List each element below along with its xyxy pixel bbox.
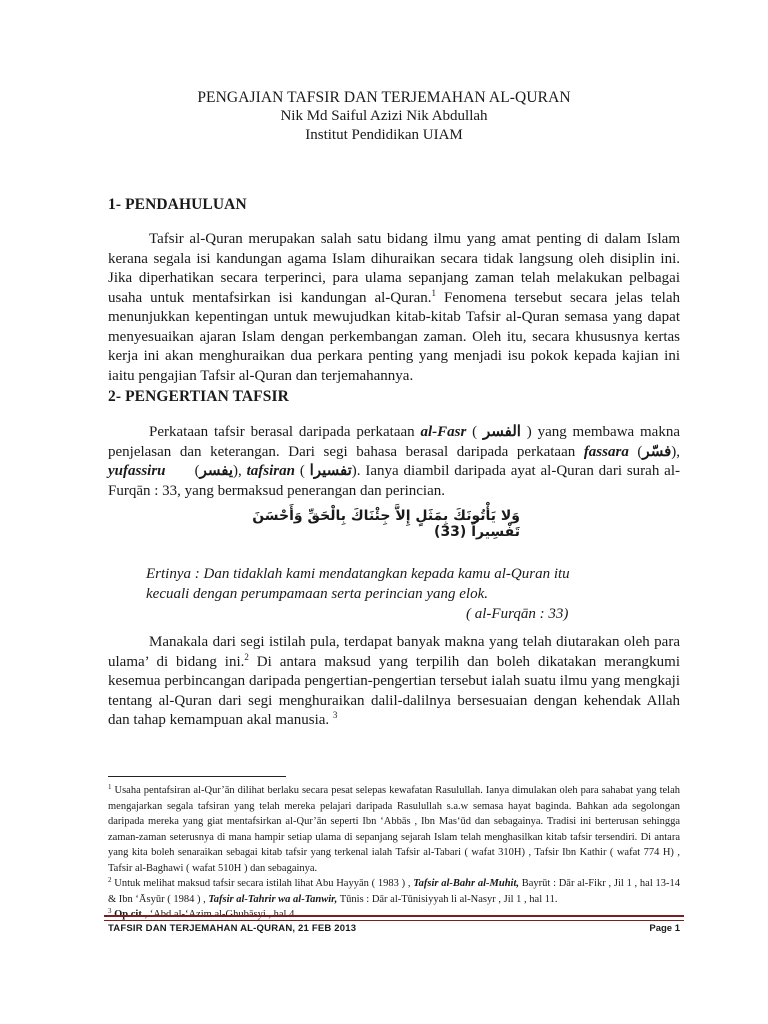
footnote-book-title: Tafsir al-Tahrir wa al-Tanwir, <box>208 893 338 905</box>
arabic-term: الفسر <box>482 424 521 440</box>
footer-title: TAFSIR DAN TERJEMAHAN AL-QURAN, 21 FEB 2013 <box>108 923 357 934</box>
paragraph-text: Perkataan tafsir berasal daripada perkataan <box>149 424 421 440</box>
footnote-separator <box>108 776 286 777</box>
paragraph-text: ( <box>294 463 310 479</box>
paragraph-text: ( <box>628 443 643 460</box>
paragraph-text: ), <box>233 463 247 479</box>
term-italic: tafsiran <box>246 463 295 479</box>
section-heading-pengertian: 2- PENGERTIAN TAFSIR <box>108 388 289 405</box>
translation-line: Ertinya : Dan tidaklah kami mendatangkan kepada kamu al-Quran itu <box>146 566 570 582</box>
paragraph-istilah <box>108 633 680 731</box>
title-block <box>0 88 768 145</box>
footnote-text: Usaha pentafsiran al-Qur’ān dilihat berlaku secara pesat selepas kewafatan Rasulullah. Ianya dimulakan oleh para sahabat yang telah mengajarkan segala tafsiran yang telah mereka pelajari daripada Rasulullah s.a.w semasa hayat baginda. Bahkan ada segolongan daripada mereka yang giat mentafsirkan al-Qur’ān seperti Ibn ‘Abbās , Ibn Mas‘ūd dan sebagainya. Tradisi ini berterusan sehingga zaman-zaman seterusnya di mana hampir setiap ulama di sepanjang sejarah Islam telah menghasilkan kitab tafsir tersendiri. Di antara yang kita boleh senaraikan sebagai kitab tafsir yang terkenal ialah Tafsir al-Tabari ( wafat 310H) , Tafsir Ibn Kathir ( wafat 774 H) , Tafsir al-Baghawi ( wafat 510H ) dan sebagainya. <box>108 785 680 874</box>
arabic-term: تفسيرا <box>309 463 352 479</box>
term-italic: yufassiru <box>108 463 166 479</box>
verse-reference: ( al-Furqān : 33) <box>466 606 569 622</box>
paragraph-text: ), <box>671 443 680 460</box>
paragraph-pengertian <box>108 423 680 501</box>
footnote-text: , ‘Abd al-‘Azim al-Ghubāsyi , hal 4. <box>141 909 297 920</box>
footnote-1 <box>108 783 680 876</box>
footnote-ref: 3 <box>332 710 338 720</box>
paragraph-pendahuluan <box>108 230 680 386</box>
paragraph-text: ) yang membawa makna penjelasan dan keterangan. Dari segi bahasa berasal daripada perkataan <box>108 424 680 460</box>
arabic-term: فسّر <box>642 443 672 460</box>
footnote-book-title: Tafsir al-Bahr al-Muhit, <box>413 878 519 889</box>
footnote-2 <box>108 876 680 907</box>
page-number: Page 1 <box>649 923 680 934</box>
author-name: Nik Md Saiful Azizi Nik Abdullah <box>280 108 488 124</box>
institution-name: Institut Pendidikan UIAM <box>305 127 463 143</box>
paragraph-text: ). Ianya diambil daripada ayat al-Quran dari surah al-Furqān : 33, yang bermaksud penerangan dan perincian. <box>108 463 680 499</box>
paragraph-text: Fenomena tersebut secara jelas telah menunjukkan kepentingan untuk mewujudkan kitab-kitab Tafsir al-Quran semasa yang dapat menyesuaikan ajaran Islam dengan perkembangan zaman. Oleh itu, secara khususnya kertas kerja ini akan menghuraikan dua perkara penting yang menjadi isu pokok kepada kajian ini iaitu pengajian Tafsir al-Quran dan terjemahannya. <box>108 289 680 384</box>
quran-verse-arabic: وَلا يَأْتُونَكَ بِمَثَلٍ إِلاَّ جِئْنَاكَ بِالْحَقِّ وَأَحْسَنَ تَفْسِيراً (33) <box>252 508 520 540</box>
footnote-opcit: Op.cit <box>111 909 142 920</box>
paragraph-text: Tafsir al-Quran merupakan salah satu bidang ilmu yang amat penting di dalam Islam kerana segala isi kandungan agama Islam dihuraikan secara tidak langsung oleh disiplin ini. Jika diperhatikan secara terperinci, para ulama sepanjang zaman telah melakukan pelbagai usaha untuk mentafsirkan isi kandungan al-Quran. <box>108 231 680 306</box>
footer-rule-thick <box>104 915 684 917</box>
verse-translation <box>146 564 646 624</box>
paragraph-text: ( <box>466 424 483 440</box>
document-title: PENGAJIAN TAFSIR DAN TERJEMAHAN AL-QURAN <box>197 89 571 106</box>
term-italic: fassara <box>583 443 629 460</box>
translation-line: kecuali dengan perumpamaan serta perincian yang elok. <box>146 586 489 602</box>
footnote-text: Tūnis : Dār al-Tūnisiyyah li al-Nasyr , Jil 1 , hal 11. <box>337 893 558 905</box>
footnote-text: Untuk melihat maksud tafsir secara istilah lihat Abu Hayyān ( 1983 ) , <box>111 878 414 889</box>
footnote-text: Bayrūt : Dār al-Fikr , Jil 1 , hal 13-14 & Ibn ‘Āsyūr ( 1984 ) , <box>108 878 680 905</box>
term-italic: al-Fasr <box>420 424 467 440</box>
footnote-number: 3 <box>108 907 112 915</box>
paragraph-text: Manakala dari segi istilah pula, terdapat banyak makna yang telah diutarakan oleh para ulama’ di bidang ini. <box>108 634 680 670</box>
section-heading-pendahuluan: 1- PENDAHULUAN <box>108 196 247 213</box>
paragraph-text: Di antara maksud yang terpilih dan boleh dikatakan merangkumi kesemua perbincangan daripada pengertian-pengertian tersebut ialah suatu ilmu yang mengkaji tentang al-Quran dari segi menghuraikan dalil-dalilnya bersesuaian dengan kehendak Allah dan tahap kemampuan akal manusia. <box>108 653 680 728</box>
footnote-number: 2 <box>108 876 112 884</box>
footnote-ref: 1 <box>431 287 437 298</box>
arabic-term: يفسر <box>199 463 234 479</box>
footnotes <box>108 783 680 923</box>
footnote-number: 1 <box>108 783 112 791</box>
footnote-ref: 2 <box>244 651 249 662</box>
paragraph-text: ( <box>165 463 200 479</box>
footer-rule-thin <box>104 920 684 921</box>
translation-ref-row <box>146 604 646 624</box>
